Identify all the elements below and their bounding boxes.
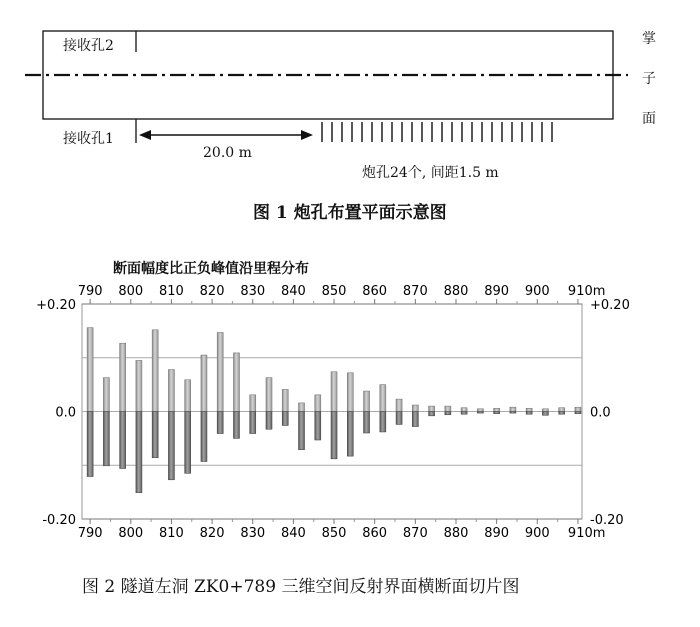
x-tick-label-bottom: 810 (159, 526, 184, 541)
negative-bar (168, 412, 174, 480)
negative-bar (185, 412, 191, 474)
negative-bar (364, 412, 370, 434)
positive-bar (575, 407, 581, 411)
x-tick-label-top: 790 (77, 284, 103, 299)
positive-bar (152, 330, 158, 412)
positive-bar (233, 353, 239, 412)
holes-label: 炮孔24个, 间距1.5 m (362, 165, 499, 181)
x-tick-label-top: 860 (362, 284, 388, 299)
arrow-head-right-icon (301, 130, 313, 140)
receiver-1-label: 接收孔1 (63, 131, 114, 147)
positive-bar (120, 343, 126, 411)
negative-bar (542, 412, 548, 416)
positive-bar (217, 332, 223, 411)
positive-peak-series (87, 328, 581, 412)
positive-bar (250, 395, 256, 412)
positive-bar (315, 395, 321, 412)
x-tick-label-bottom: 870 (402, 526, 428, 541)
positive-bar (266, 378, 272, 412)
positive-bar (510, 407, 516, 411)
x-tick-label-bottom: 840 (280, 526, 306, 541)
arrow-head-left-icon (139, 130, 151, 140)
positive-bar (542, 409, 548, 412)
y-tick-label-right: +0.20 (590, 298, 630, 313)
positive-bar (185, 380, 191, 412)
positive-bar (331, 372, 337, 412)
positive-bar (494, 408, 500, 411)
x-tick-label-bottom: 860 (362, 526, 388, 541)
negative-bar (201, 412, 207, 462)
positive-bar (168, 370, 174, 412)
face-char-2: 子 (642, 71, 656, 87)
positive-bar (347, 373, 353, 412)
negative-bar (87, 412, 93, 477)
positive-bar (526, 408, 532, 411)
negative-peak-series (87, 412, 581, 493)
y-tick-label-left: 0.0 (55, 405, 76, 421)
x-tick-label-bottom: 890 (484, 526, 510, 541)
negative-bar (461, 412, 467, 415)
positive-bar (87, 328, 93, 412)
negative-bar (103, 412, 109, 466)
y-tick-label-left: +0.20 (36, 298, 76, 313)
positive-bar (477, 409, 483, 412)
negative-bar (510, 412, 516, 414)
positive-bar (445, 406, 451, 411)
x-tick-label-top: 820 (199, 284, 225, 299)
amplitude-ratio-chart (0, 275, 700, 545)
x-tick-label-top: 880 (443, 284, 469, 299)
x-tick-label-bottom: 830 (240, 526, 266, 541)
positive-bar (461, 408, 467, 412)
x-tick-label-top: 810 (159, 284, 184, 299)
x-tick-label-top: 800 (118, 284, 144, 299)
positive-bar (364, 391, 370, 411)
negative-bar (396, 412, 402, 425)
chart-title: 断面幅度比正负峰值沿里程分布 (113, 261, 309, 277)
negative-bar (445, 412, 451, 415)
negative-bar (494, 412, 500, 414)
positive-bar (136, 360, 142, 411)
negative-bar (559, 412, 565, 415)
negative-bar (136, 412, 142, 493)
negative-bar (120, 412, 126, 469)
positive-bar (559, 408, 565, 412)
x-tick-label-top: 890 (484, 284, 510, 299)
figure-2-caption: 图 2 隧道左洞 ZK0+789 三维空间反射界面横断面切片图 (82, 577, 520, 597)
negative-bar (315, 412, 321, 440)
positive-bar (282, 389, 288, 411)
x-tick-label-top: 900 (524, 284, 550, 299)
x-tick-label-bottom: 900 (524, 526, 550, 541)
hole-layout-diagram (0, 0, 700, 190)
face-char-1: 掌 (642, 31, 656, 47)
y-tick-label-right: -0.20 (590, 513, 624, 528)
negative-bar (233, 412, 239, 439)
negative-bar (380, 412, 386, 432)
face-char-3: 面 (642, 111, 656, 127)
negative-bar (282, 412, 288, 426)
negative-bar (299, 412, 305, 450)
x-tick-label-top: 870 (402, 284, 428, 299)
x-tick-label-top: 910m (567, 284, 606, 299)
positive-bar (396, 399, 402, 411)
shot-holes (322, 122, 552, 142)
negative-bar (250, 412, 256, 434)
positive-bar (201, 355, 207, 411)
positive-bar (429, 406, 435, 411)
positive-bar (103, 378, 109, 412)
receiver-2-label: 接收孔2 (63, 38, 114, 54)
x-tick-label-top: 830 (240, 284, 266, 299)
x-tick-label-top: 840 (280, 284, 306, 299)
x-tick-label-bottom: 820 (199, 526, 225, 541)
negative-bar (217, 412, 223, 434)
distance-label: 20.0 m (203, 145, 252, 161)
negative-bar (429, 412, 435, 416)
negative-bar (412, 412, 418, 427)
figure-1-caption: 图 1 炮孔布置平面示意图 (253, 203, 447, 223)
negative-bar (266, 412, 272, 430)
x-tick-label-bottom: 910m (567, 526, 606, 541)
positive-bar (380, 385, 386, 412)
y-tick-label-left: -0.20 (42, 513, 76, 528)
negative-bar (152, 412, 158, 458)
x-tick-label-top: 850 (321, 284, 347, 299)
y-tick-label-right: 0.0 (590, 405, 611, 421)
x-tick-label-bottom: 850 (321, 526, 347, 541)
positive-bar (412, 405, 418, 411)
positive-bar (299, 403, 305, 412)
negative-bar (347, 412, 353, 457)
x-tick-label-bottom: 880 (443, 526, 469, 541)
x-tick-label-bottom: 800 (118, 526, 144, 541)
negative-bar (477, 412, 483, 414)
x-tick-label-bottom: 790 (77, 526, 103, 541)
negative-bar (526, 412, 532, 415)
negative-bar (331, 412, 337, 459)
negative-bar (575, 412, 581, 414)
